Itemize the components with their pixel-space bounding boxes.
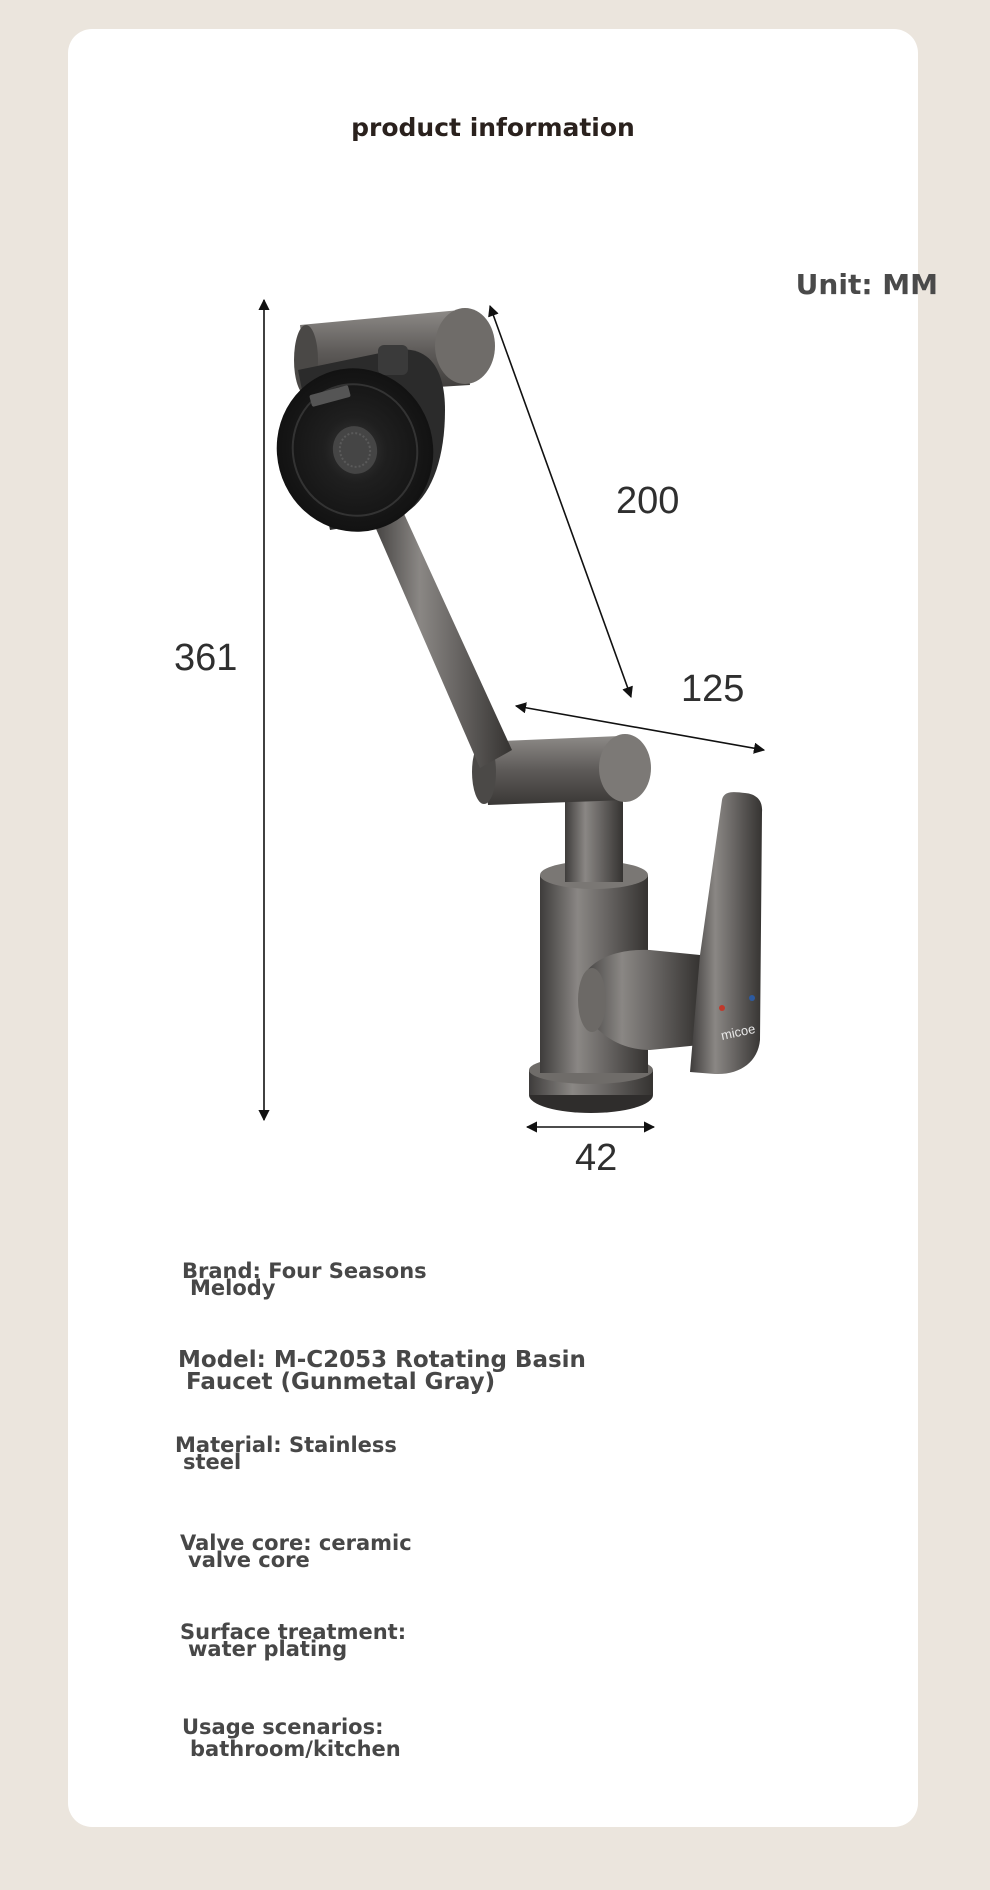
- unit-label: Unit: MM: [795, 268, 938, 301]
- spout-dimension-line: [490, 306, 631, 697]
- arm-dimension-label: 125: [681, 668, 745, 710]
- base-dimension-label: 42: [575, 1137, 618, 1179]
- spec-usage-scenarios: Usage scenarios: bathroom/kitchen: [182, 1715, 401, 1761]
- height-dimension-label: 361: [174, 637, 238, 679]
- brand-logo-text: micoe: [719, 1021, 757, 1043]
- aerator-head: [258, 345, 451, 549]
- spec-valve-core: Valve core: ceramic valve core: [180, 1531, 412, 1572]
- page-title: product information: [351, 113, 635, 142]
- spec-model: Model: M-C2053 Rotating Basin Faucet (Gunmetal Gray): [178, 1347, 586, 1395]
- spec-brand: Brand: Four Seasons Melody: [182, 1259, 427, 1300]
- spec-material: Material: Stainless steel: [175, 1433, 397, 1474]
- spec-surface-treatment: Surface treatment: water plating: [180, 1620, 407, 1661]
- faucet-neck: [565, 790, 623, 882]
- faucet-arm: [370, 505, 512, 768]
- spout-dimension-label: 200: [616, 480, 680, 522]
